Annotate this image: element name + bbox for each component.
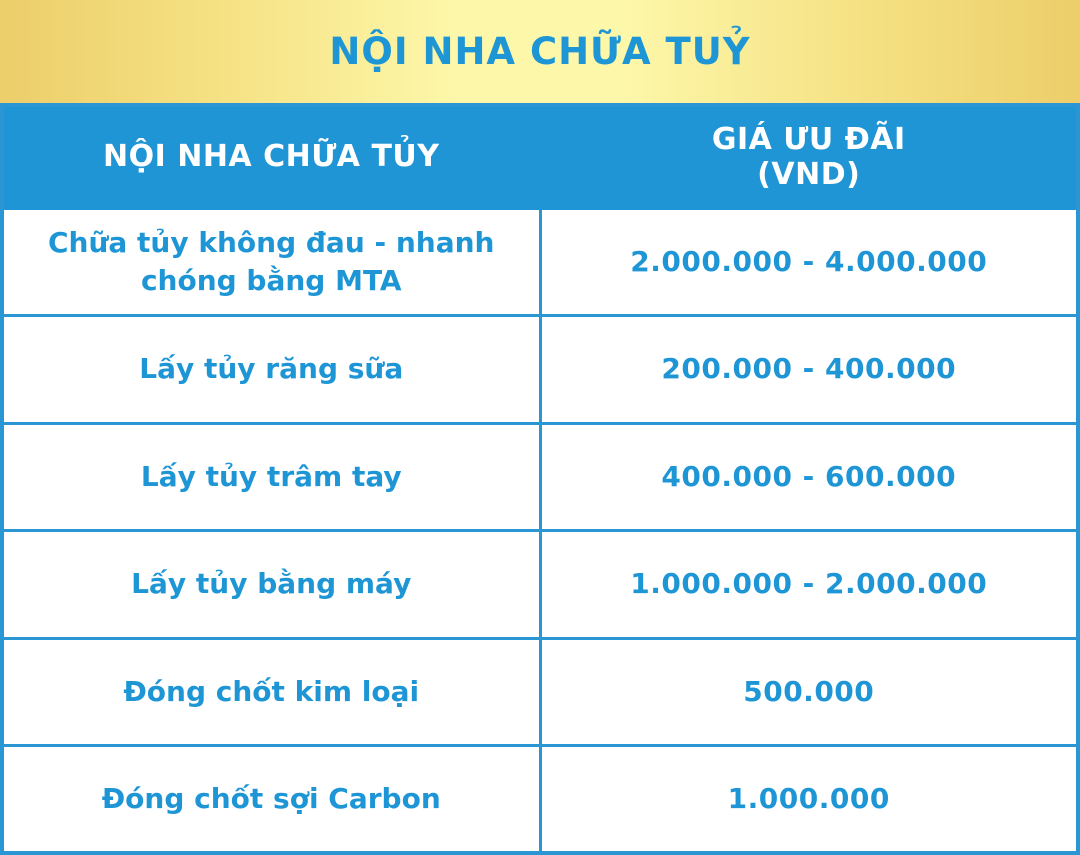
price-cell: 1.000.000 [540,746,1078,854]
service-cell: Lấy tủy răng sữa [2,316,540,424]
banner [0,0,1080,103]
price-cell: 200.000 - 400.000 [540,316,1078,424]
service-cell: Đóng chốt sợi Carbon [2,746,540,854]
table-row [2,208,1078,316]
price-cell: 400.000 - 600.000 [540,423,1078,531]
page-title: NỘI NHA CHỮA TUỶ [329,30,751,73]
service-cell: Đóng chốt kim loại [2,638,540,746]
table-header-row [2,105,1078,208]
service-cell: Lấy tủy bằng máy [2,531,540,639]
price-cell: 2.000.000 - 4.000.000 [540,208,1078,316]
column-header-price-line1: GIÁ ƯU ĐÃI [711,121,906,157]
table-row [2,316,1078,424]
column-header-price-line2: (VND) [757,156,861,192]
price-cell: 1.000.000 - 2.000.000 [540,531,1078,639]
price-table [0,103,1080,855]
table-row [2,638,1078,746]
column-header-price [540,105,1078,208]
price-cell: 500.000 [540,638,1078,746]
service-cell: Lấy tủy trâm tay [2,423,540,531]
column-header-service: NỘI NHA CHỮA TỦY [2,105,540,208]
service-cell: Chữa tủy không đau - nhanh chóng bằng MTA [2,208,540,316]
table-row [2,423,1078,531]
table-row [2,746,1078,854]
table-row [2,531,1078,639]
